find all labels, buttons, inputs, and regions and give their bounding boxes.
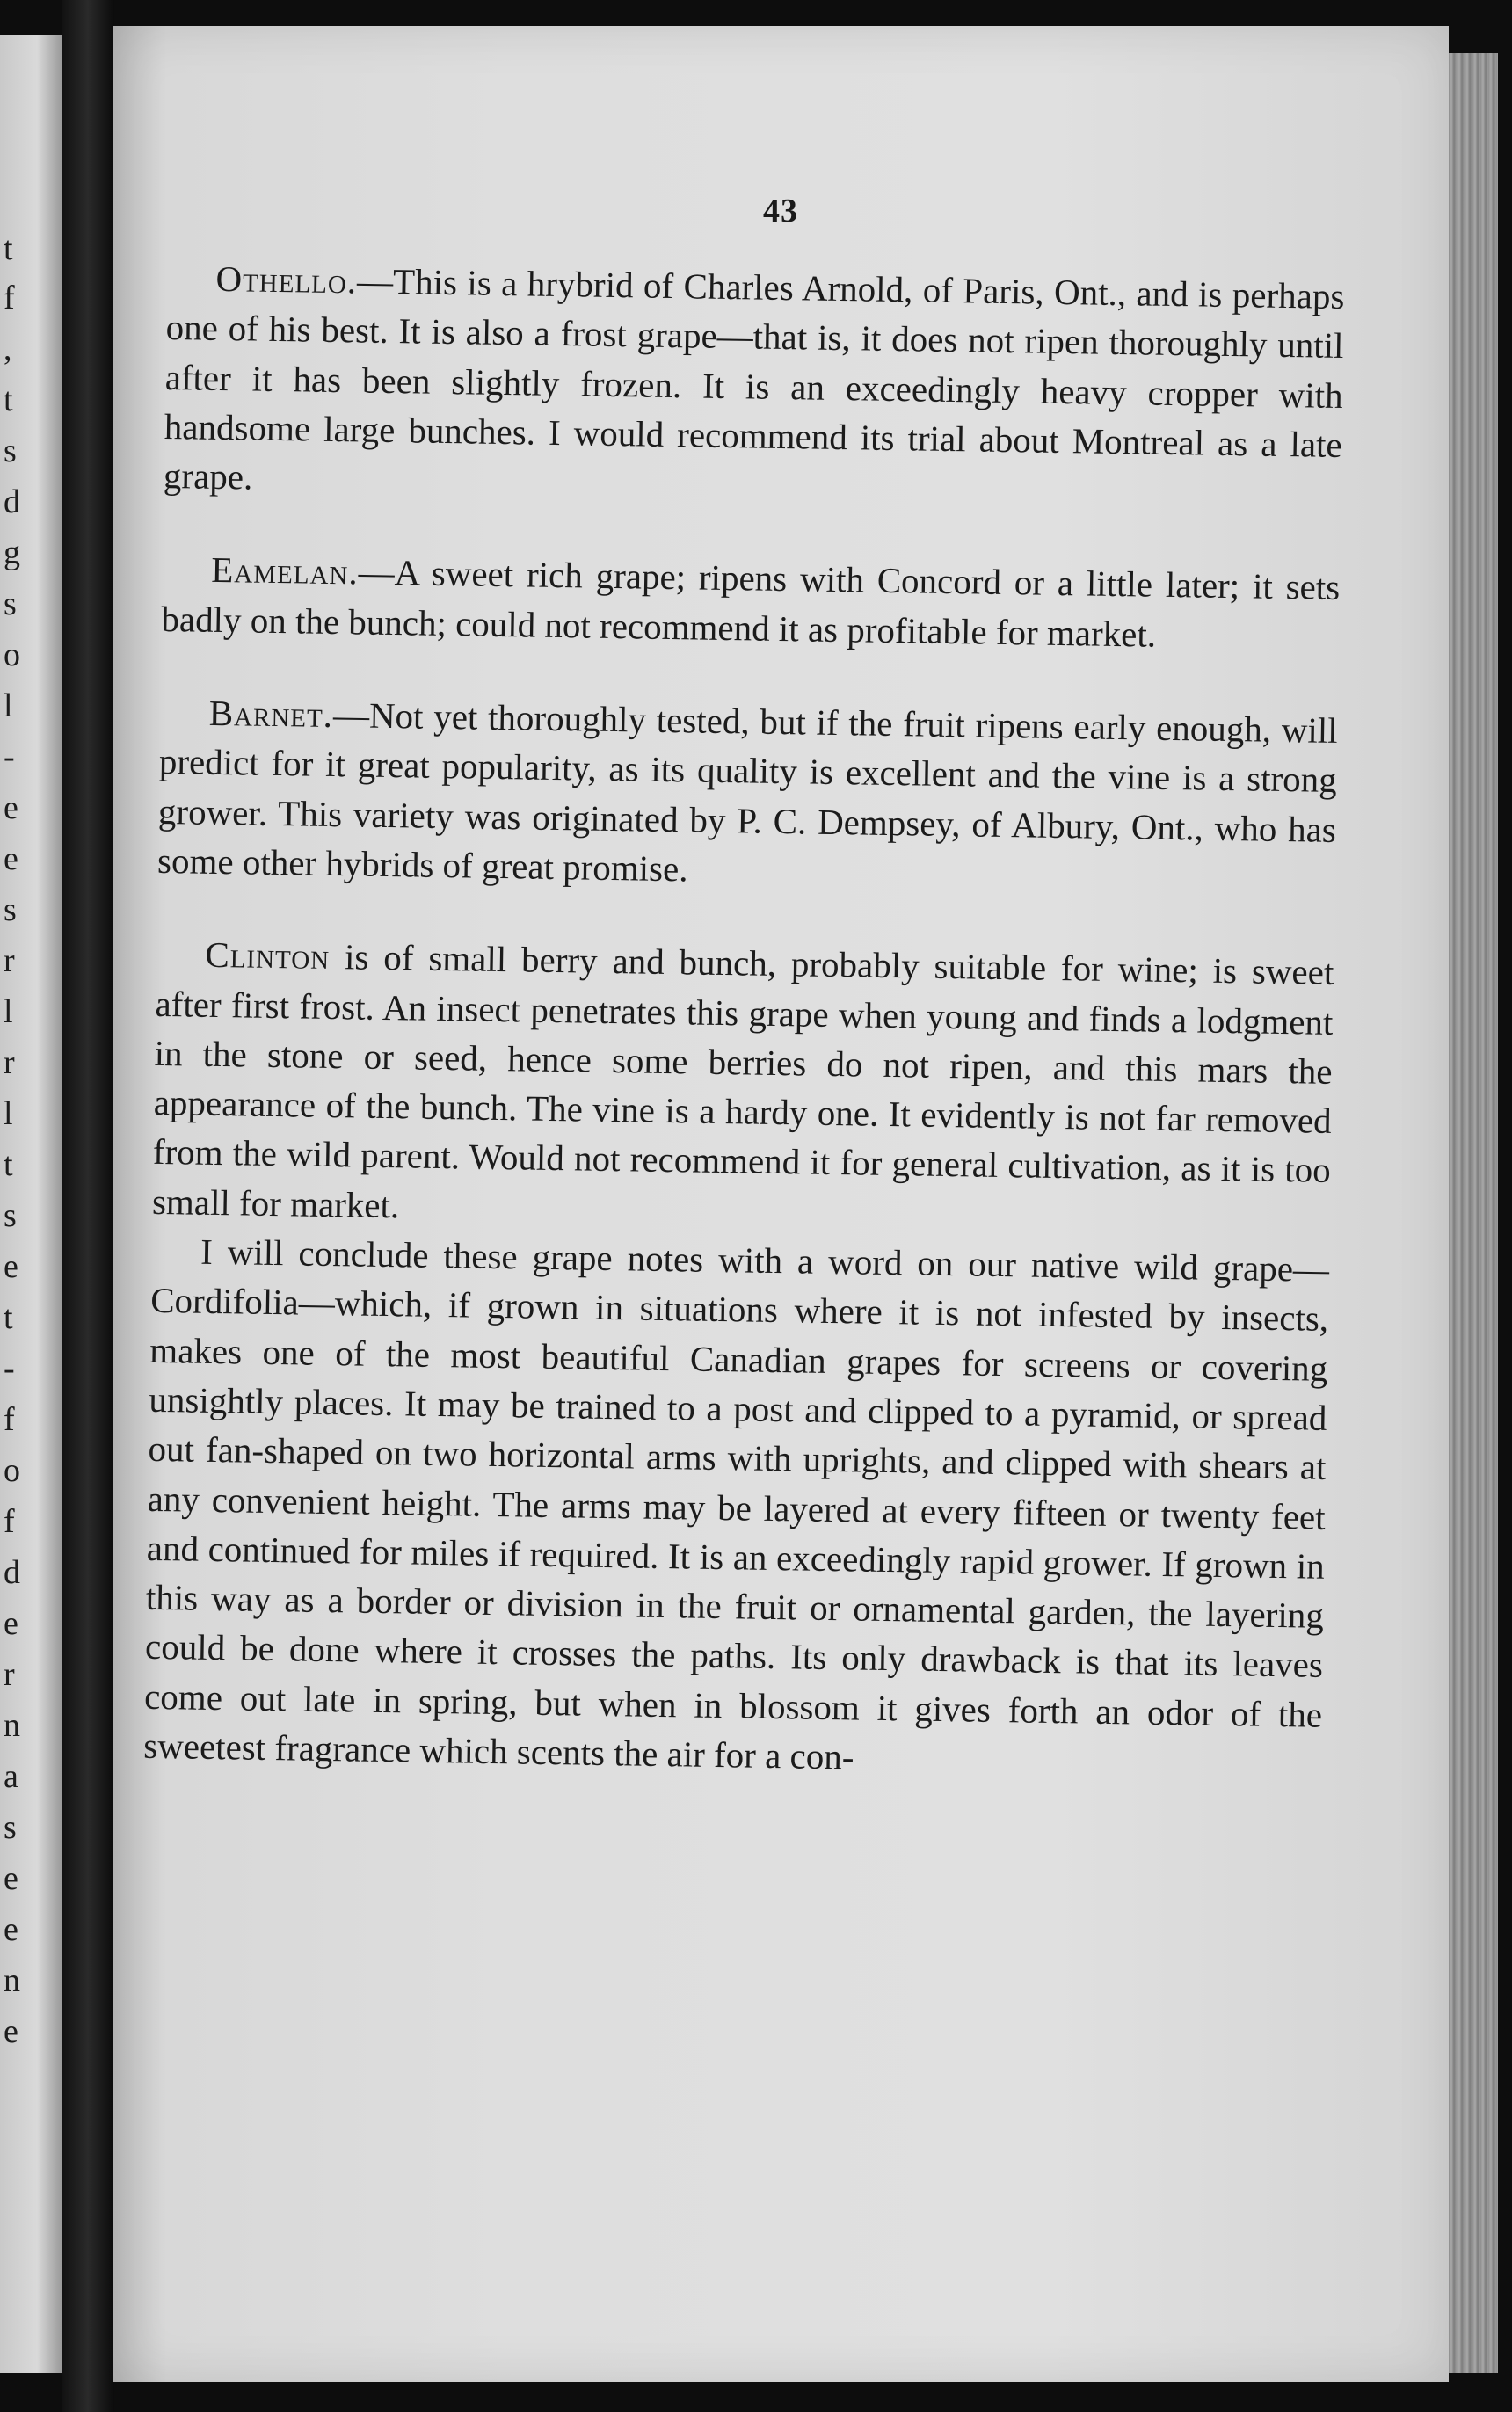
left-fragment: t [4, 1299, 13, 1336]
paragraph-eamelan [161, 544, 1341, 662]
book-spine-gutter [62, 0, 114, 2412]
variety-heading: Eamelan. [210, 549, 360, 592]
left-fragment: f [4, 1401, 15, 1438]
left-fragment: s [4, 432, 17, 469]
paragraph-text: is of small berry and bunch, probably suitable for wine; is sweet after first frost. An insect penetrates this grape when young and finds a lodgment in the stone or seed, hence some berries do not ripen, and this mars the appearance of the bunch. The vine is a hardy one. It evidently is not far removed from the wild parent. Would not recommend it for general cultivation, as it is too small for market. [151, 936, 1334, 1226]
previous-page-edge [0, 35, 62, 2373]
left-fragment: s [4, 891, 17, 928]
paragraph-text: —Not yet thoroughly tested, but if the fruit ripens early enough, will predict for it great popularity, as its quality is excellent and the vine is a strong grower. This variety was originated by P. C. Dempsey, of Albury, Ont., who has some other hybrids of great promise. [156, 694, 1338, 890]
left-fragment: o [4, 1452, 20, 1489]
left-fragment: s [4, 585, 17, 622]
left-fragment: e [4, 840, 18, 877]
left-fragment: e [4, 789, 18, 826]
left-fragment: t [4, 381, 13, 418]
paragraph-text: I will conclude these grape notes with a word on our native wild grape—Cordifolia—which, if grown in situations where it is not infested by insects, makes one of the most beautiful Canadian grapes for screens or covering unsightly places. It may be trained to a post and clipped to a pyramid, or spread out fan-shaped on two horizontal arms with uprights, and clipped with shears at any convenient height. The arms may be layered at every fifteen or twenty feet and continued for miles if required. It is an exceedingly rapid grower. If grown in this way as a border or division in the fruit or ornamental garden, the layering could be done where it crosses the paths. Its only drawback is that its leaves come out late in spring, but when in blossom it gives forth an odor of the sweetest fragrance which scents the air for a con- [142, 1231, 1330, 1777]
left-fragment: l [4, 993, 13, 1030]
variety-heading: Clinton [205, 934, 331, 977]
paragraph-othello [164, 253, 1345, 519]
left-fragment: - [4, 1350, 15, 1387]
paragraph-text: —This is a hrybrid of Charles Arnold, of Paris, Ont., and is perhaps one of his best. It is also a frost grape—that is, it does not ripen thoroughly until after it has been slightly frozen. It is an exceedingly heavy cropper with handsome large bunches. I would recommend its trial about Montreal as a late grape. [163, 260, 1345, 498]
page-number: 43 [763, 193, 798, 229]
left-fragment: e [4, 1248, 18, 1285]
variety-heading: Barnet. [208, 692, 334, 736]
left-fragment: t [4, 230, 13, 267]
left-fragment: t [4, 1146, 13, 1183]
book-page [113, 26, 1449, 2382]
left-fragment: f [4, 1503, 15, 1540]
book-page-edges [1449, 53, 1498, 2373]
left-fragment: e [4, 1860, 18, 1897]
left-fragment: r [4, 1044, 15, 1081]
page-text [143, 253, 1345, 1789]
left-fragment: e [4, 2013, 18, 2050]
paragraph-text: —A sweet rich grape; ripens with Concord or a little later; it sets badly on the bunch; could not recommend it as profitable for market. [161, 551, 1341, 655]
left-fragment: o [4, 636, 20, 673]
left-fragment: l [4, 1095, 13, 1132]
left-fragment: n [4, 1707, 20, 1744]
left-fragment: , [4, 331, 12, 367]
left-fragment: g [4, 534, 20, 571]
left-fragment: s [4, 1809, 17, 1846]
left-fragment: e [4, 1911, 18, 1948]
variety-heading: Othello. [215, 258, 358, 302]
left-fragment: n [4, 1962, 20, 1999]
left-fragment: s [4, 1197, 17, 1234]
left-fragment: - [4, 738, 15, 775]
paragraph-barnet [157, 687, 1338, 904]
left-fragment: l [4, 687, 13, 724]
left-fragment: a [4, 1758, 18, 1795]
left-fragment: d [4, 483, 20, 520]
paragraph-wild-grape [143, 1226, 1330, 1789]
paragraph-clinton [152, 929, 1334, 1245]
left-fragment: r [4, 942, 15, 979]
left-fragment: r [4, 1656, 15, 1693]
left-fragment: e [4, 1605, 18, 1642]
left-fragment: f [4, 280, 15, 316]
left-fragment: d [4, 1554, 20, 1591]
